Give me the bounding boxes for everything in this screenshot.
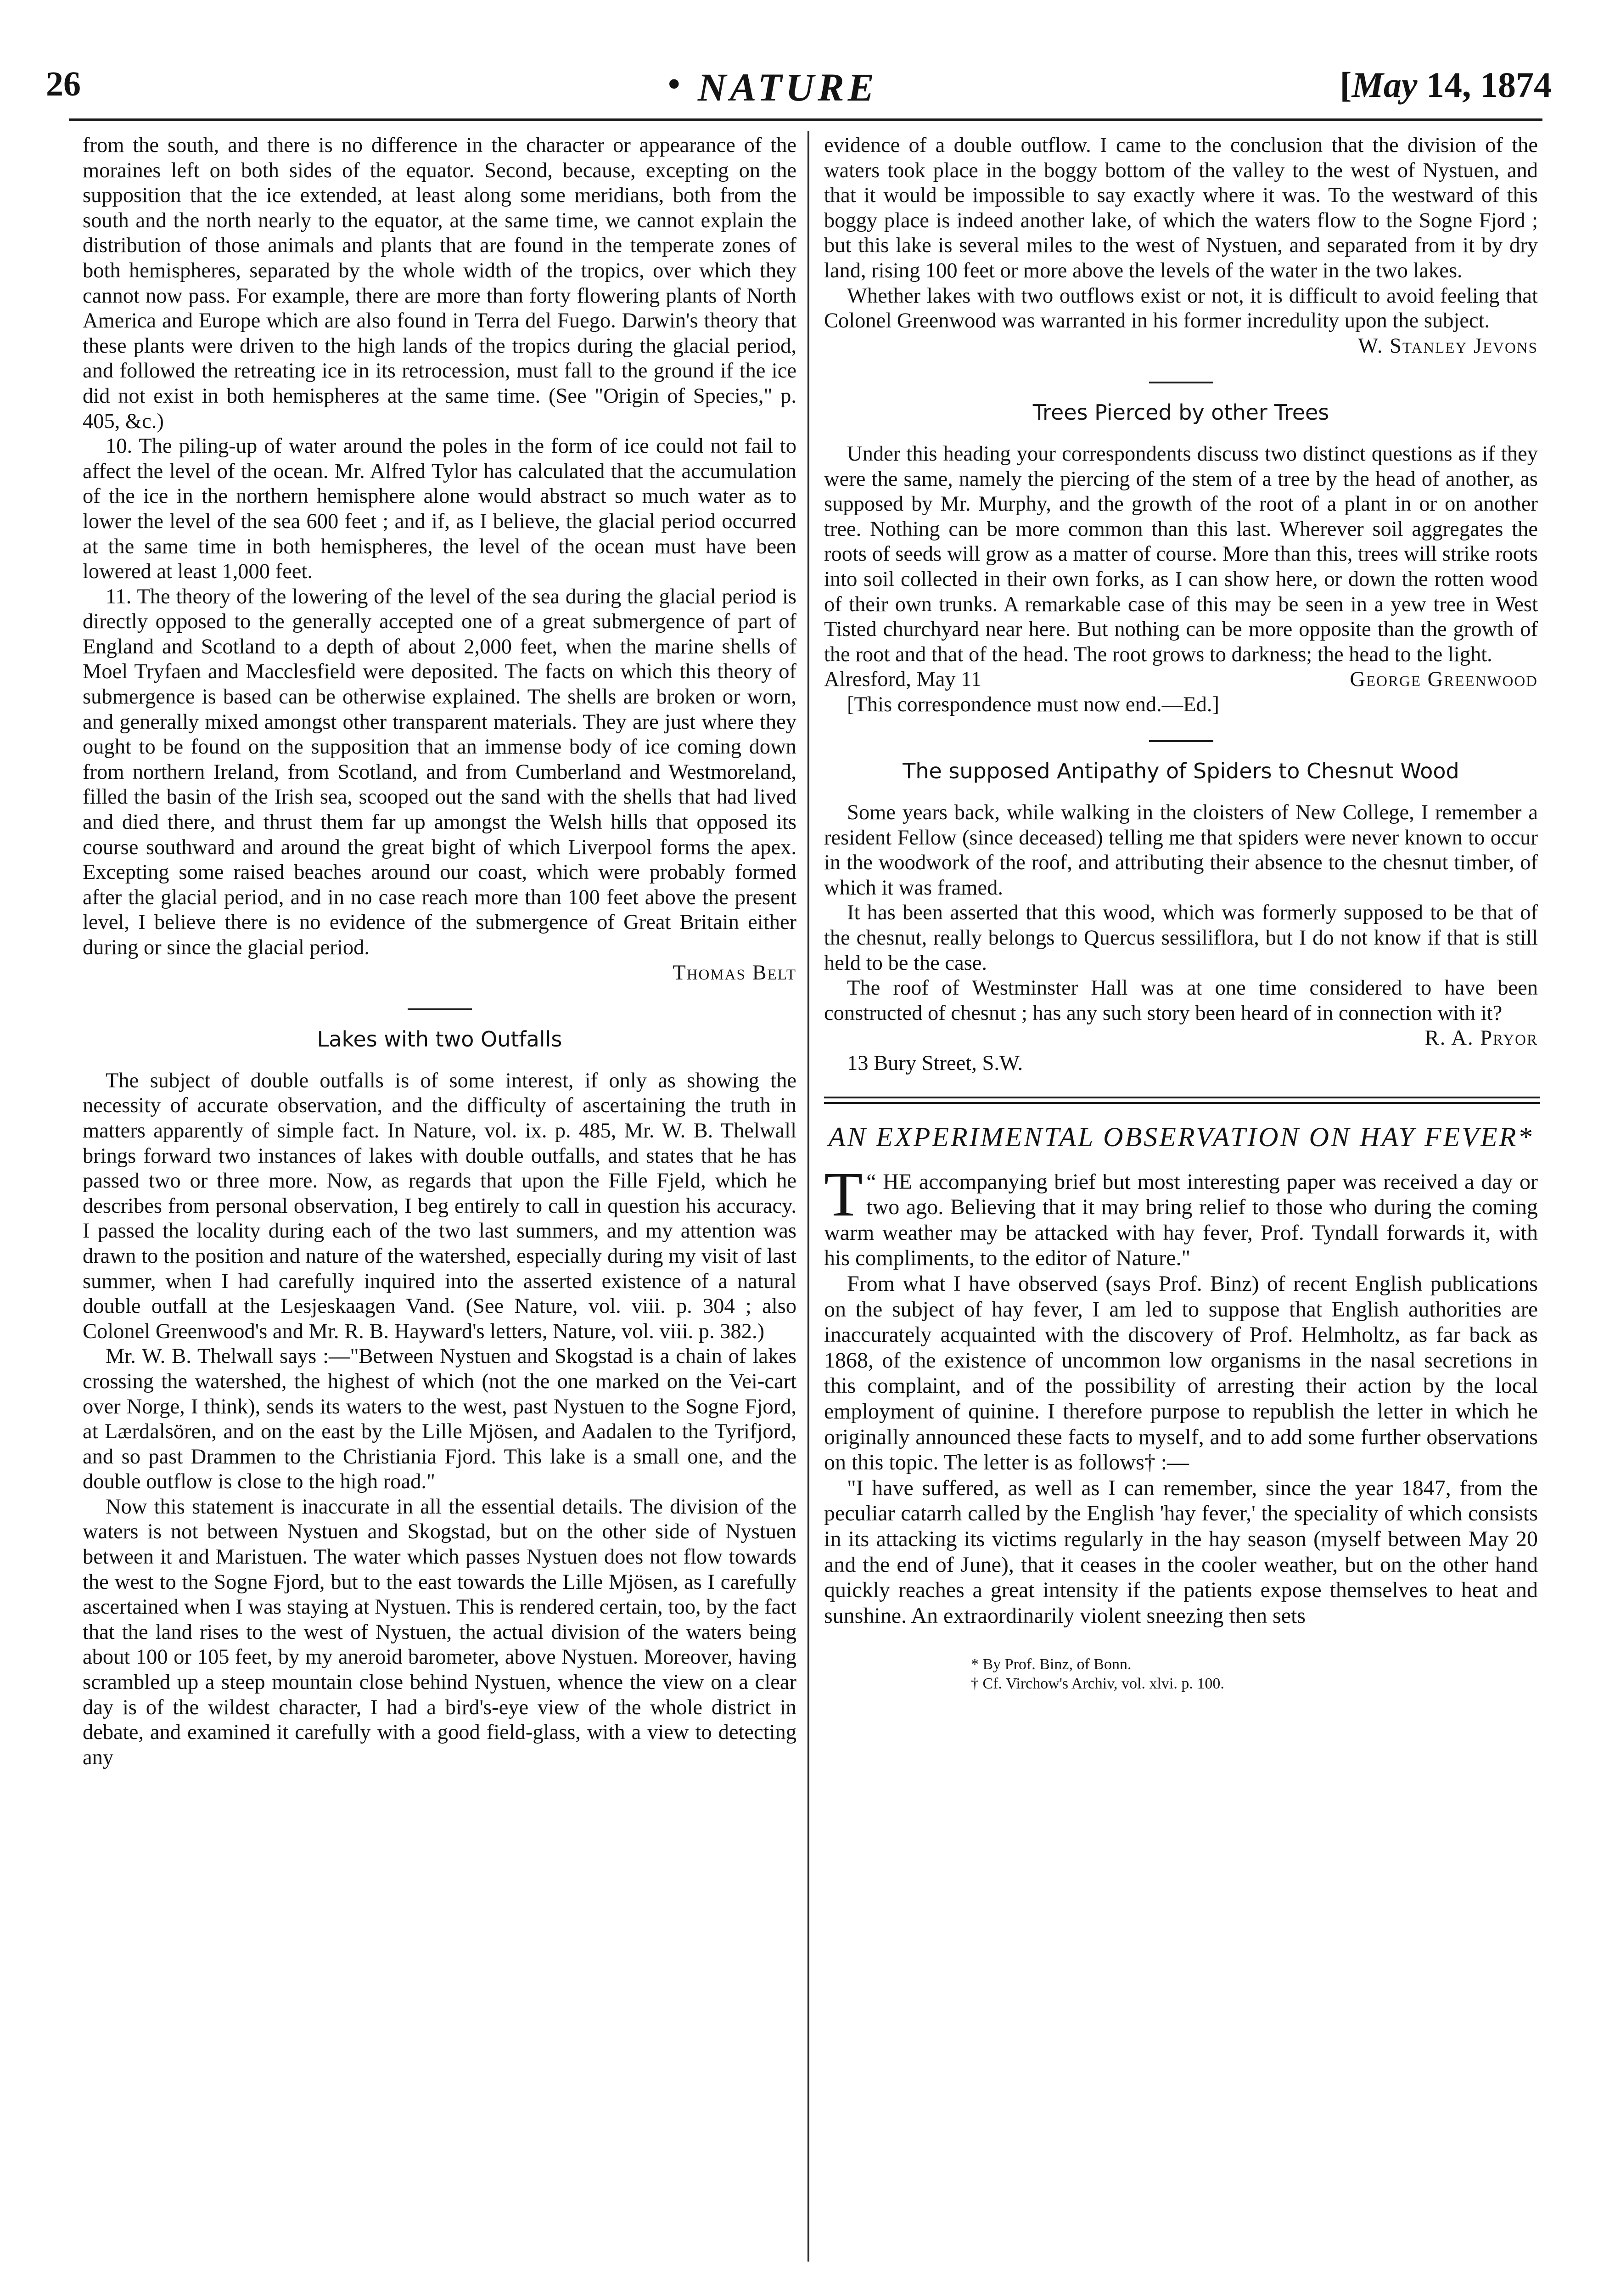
- spiders-paragraph: It has been asserted that this wood, which was formerly supposed to be that of the chesnut, really belongs to Quercus sessiliflora, but I do not know if that is still held to be the case.: [824, 901, 1538, 975]
- jevons-signature: W. Stanley Jevons: [1358, 334, 1538, 358]
- hay-fever-intro: [824, 1159, 1538, 1271]
- trees-signature: George Greenwood: [1350, 668, 1538, 692]
- section-rule: [1149, 382, 1213, 383]
- jevons-paragraph: Whether lakes with two outflows exist or not, it is difficult to avoid feeling that Colonel Greenwood was warranted in his former incredulity upon the subject.: [824, 284, 1538, 333]
- trees-place-date: Alresford, May 11: [824, 668, 982, 692]
- spiders-paragraph: Some years back, while walking in the cloisters of New College, I remember a resident Fellow (since deceased) telling me that spiders were never known to occur in the woodwork of the roof, and attributing their absence to the chesnut timber, of which it was framed.: [824, 801, 1538, 900]
- spiders-address: 13 Bury Street, S.W.: [847, 1052, 1023, 1075]
- section-rule: [408, 1008, 472, 1010]
- column-divider: [807, 131, 809, 2262]
- page-header: [46, 64, 1552, 119]
- issue-date: [1340, 64, 1552, 106]
- spiders-paragraph: The roof of Westminster Hall was at one time considered to have been constructed of chesnut ; has any such story been heard of in connection with it?: [824, 976, 1538, 1025]
- belt-signature: Thomas Belt: [673, 961, 796, 985]
- left-column: [83, 133, 796, 1770]
- lakes-paragraph: Mr. W. B. Thelwall says :—"Between Nystuen and Skogstad is a chain of lakes crossing the watershed, the highest of which (not the one marked on the Vei-cart over Norge, I think), sends its waters to the west, past Nystuen to the Sogne Fjord, at Lærdalsören, and on the east by the Lille Mjösen, and Aadalen to the Tyrifjord, and so past Drammen to the Christiania Fjord. This lake is a small one, and the double outflow is close to the high road.": [83, 1345, 796, 1494]
- date-bracket: [: [1340, 65, 1352, 105]
- journal-title: NATURE: [698, 65, 878, 109]
- editor-note: [This correspondence must now end.—Ed.]: [847, 692, 1219, 716]
- footnote: * By Prof. Binz, of Bonn.: [971, 1656, 1132, 1673]
- section-rule: [1149, 740, 1213, 742]
- hay-fever-paragraph: From what I have observed (says Prof. Binz) of recent English publications on the subject of hay fever, I am led to suppose that English authorities are inaccurately acquainted with the discovery of Prof. Helmholtz, as far back as 1868, of the existence of uncommon low organisms in the nasal secretions in this complaint, and of the possibility of arresting their action by the local employment of quinine. I therefore purpose to republish the letter in which he originally announced these facts to myself, and to add some further observations on this topic. The letter is as follows† :—: [824, 1271, 1538, 1475]
- belt-paragraph: from the south, and there is no difference in the character or appearance of the moraines left on both sides of the equator. Second, because, excepting on the supposition that the ice extended, at least along some meridians, both from the south and the north nearly to the equator, at the same time, we cannot explain the distribution of those animals and plants that are found in the temperate zones of both hemispheres, separated by the whole width of the tropics, over which they cannot now pass. For example, there are more than forty flowering plants of North America and Europe which are also found in Terra del Fuego. Darwin's theory that these plants were driven to the high lands of the tropics during the glacial period, and followed the retreating ice in its retrocession, must fall to the ground if the ice did not exist in both hemispheres at the same time. (See "Origin of Species," p. 405, &c.): [83, 134, 796, 433]
- hay-fever-paragraph: "I have suffered, as well as I can remember, since the year 1847, from the peculiar catarrh called by the English 'hay fever,' the speciality of which consists in its attacking its victims regularly in the hay season (myself between May 20 and the end of June), that it ceases in the cooler weather, but on the other hand quickly reaches a great intensity if the patients expose themselves to heat and sunshine. An extraordinarily violent sneezing then sets: [824, 1475, 1538, 1628]
- date-rest: 14, 1874: [1417, 65, 1552, 105]
- belt-paragraph: 10. The piling-up of water around the poles in the form of ice could not fail to affect the level of the ocean. Mr. Alfred Tylor has calculated that the accumulation of the ice in the northern hemisphere alone would abstract so much water as to lower the level of the sea 600 feet ; and if, as I believe, the glacial period occurred at the same time in both hemispheres, the level of the ocean must have been lowered at least 1,000 feet.: [83, 434, 796, 584]
- footnotes: [824, 1655, 1538, 1694]
- page-number: 26: [46, 65, 81, 103]
- footnote: † Cf. Virchow's Archiv, vol. xlvi. p. 100.: [971, 1675, 1224, 1693]
- hay-fever-body: [824, 1159, 1538, 1629]
- spiders-signature: R. A. Pryor: [1424, 1026, 1538, 1050]
- opening-quote: “: [866, 1169, 883, 1194]
- article-title: AN EXPERIMENTAL OBSERVATION ON HAY FEVER*: [828, 1121, 1534, 1152]
- lakes-paragraph: The subject of double outfalls is of some interest, if only as showing the necessity of accurate observation, and the difficulty of ascertaining the truth in matters apparently of simple fact. In Nature, vol. ix. p. 485, Mr. W. B. Thelwall brings forward two instances of lakes with double outfalls, and states that he has passed two or three more. Now, as regards that upon the Fille Fjeld, which he describes from personal observation, I beg entirely to call in question his accuracy. I passed the locality during each of the two last summers, and my attention was drawn to the position and nature of the watershed, especially during my visit of last summer, when I had carefully inquired into the asserted existence of a natural double outfall at the Lesjeskaagen Vand. (See Nature, vol. viii. p. 304 ; also Colonel Greenwood's and Mr. R. B. Hayward's letters, Nature, vol. viii. p. 382.): [83, 1069, 796, 1343]
- header-dot: •: [668, 65, 680, 103]
- right-column: [824, 133, 1538, 1694]
- drop-cap: T: [824, 1159, 863, 1229]
- header-rule: [69, 118, 1542, 121]
- jevons-paragraph: evidence of a double outflow. I came to the conclusion that the division of the waters took place in the boggy bottom of the valley to the west of Nystuen, and that it would be impossible to say exactly where it was. To the westward of this boggy place is indeed another lake, of which the waters flow to the Sogne Fjord ; but this lake is several miles to the west of Nystuen, and separated from it by dry land, rising 100 feet or more above the levels of the water in the two lakes.: [824, 134, 1538, 282]
- spiders-title: The supposed Antipathy of Spiders to Chesnut Wood: [903, 759, 1459, 784]
- date-month: May: [1351, 65, 1418, 105]
- article-rule: [824, 1102, 1540, 1104]
- lakes-title: Lakes with two Outfalls: [317, 1027, 562, 1052]
- belt-paragraph: 11. The theory of the lowering of the level of the sea during the glacial period is directly opposed to the generally accepted one of a great submergence of part of England and Scotland to a depth of about 2,000 feet, when the marine shells of Moel Tryfaen and Macclesfield were deposited. The facts on which this theory of submergence is based can be otherwise explained. The shells are broken or worn, and generally mixed amongst other transparent materials. They are just where they ought to be found on the supposition that an immense body of ice coming down from northern Ireland, from Scotland, and from Cumberland and Westmoreland, filled the basin of the Irish sea, scooped out the sand with the shells that had lived and died there, and thrust them far up amongst the Welsh hills that opposed its course southward and around the great bight of which Liverpool forms the apex. Excepting some raised beaches around our coast, which were probably formed after the glacial period, and in no case reach more than 100 feet above the present level, I believe there is no evidence of the submergence of Great Britain either during or since the glacial period.: [83, 585, 796, 959]
- lakes-paragraph: Now this statement is inaccurate in all the essential details. The division of the waters is not between Nystuen and Skogstad, but on the other side of Nystuen between it and Maristuen. The water which passes Nystuen does not flow towards the west to the Sogne Fjord, but to the east towards the Lille Mjösen, as I carefully ascertained when I was staying at Nystuen. This is rendered certain, too, by the fact that the land rises to the west of Nystuen, the actual division of the waters being about 100 or 105 feet, by my aneroid barometer, above Nystuen. Moreover, having scrambled up a steep mountain close behind Nystuen, whence the view on a clear day is of the wildest character, I had a bird's-eye view of the whole district in debate, and examined it carefully with a good field-glass, with a view to detecting any: [83, 1495, 796, 1769]
- trees-paragraph: Under this heading your correspondents discuss two distinct questions as if they were the same, namely the piercing of the stem of a tree by the head of another, as supposed by Mr. Murphy, and the growth of the root of a plant in or on another tree. Nothing can be more common than this last. Wherever soil aggregates the roots of seeds will grow as a matter of course. More than this, trees will strike roots into soil collected in their own forks, as I can show here, or down the rotten wood of their own trunks. A remarkable case of this may be seen in a yew tree in West Tisted churchyard near here. But nothing can be more opposite than the growth of the root and that of the head. The root grows to darkness; the head to the light.: [824, 442, 1538, 666]
- intro-text: HE accompanying brief but most interesting paper was received a day or two ago. Believing that it may bring relief to those who during the coming warm weather may be attacked with hay fever, Prof. Tyndall forwards it, with his compliments, to the editor of Nature.": [824, 1169, 1538, 1271]
- trees-signoff: [824, 667, 1538, 692]
- trees-title: Trees Pierced by other Trees: [1032, 400, 1329, 425]
